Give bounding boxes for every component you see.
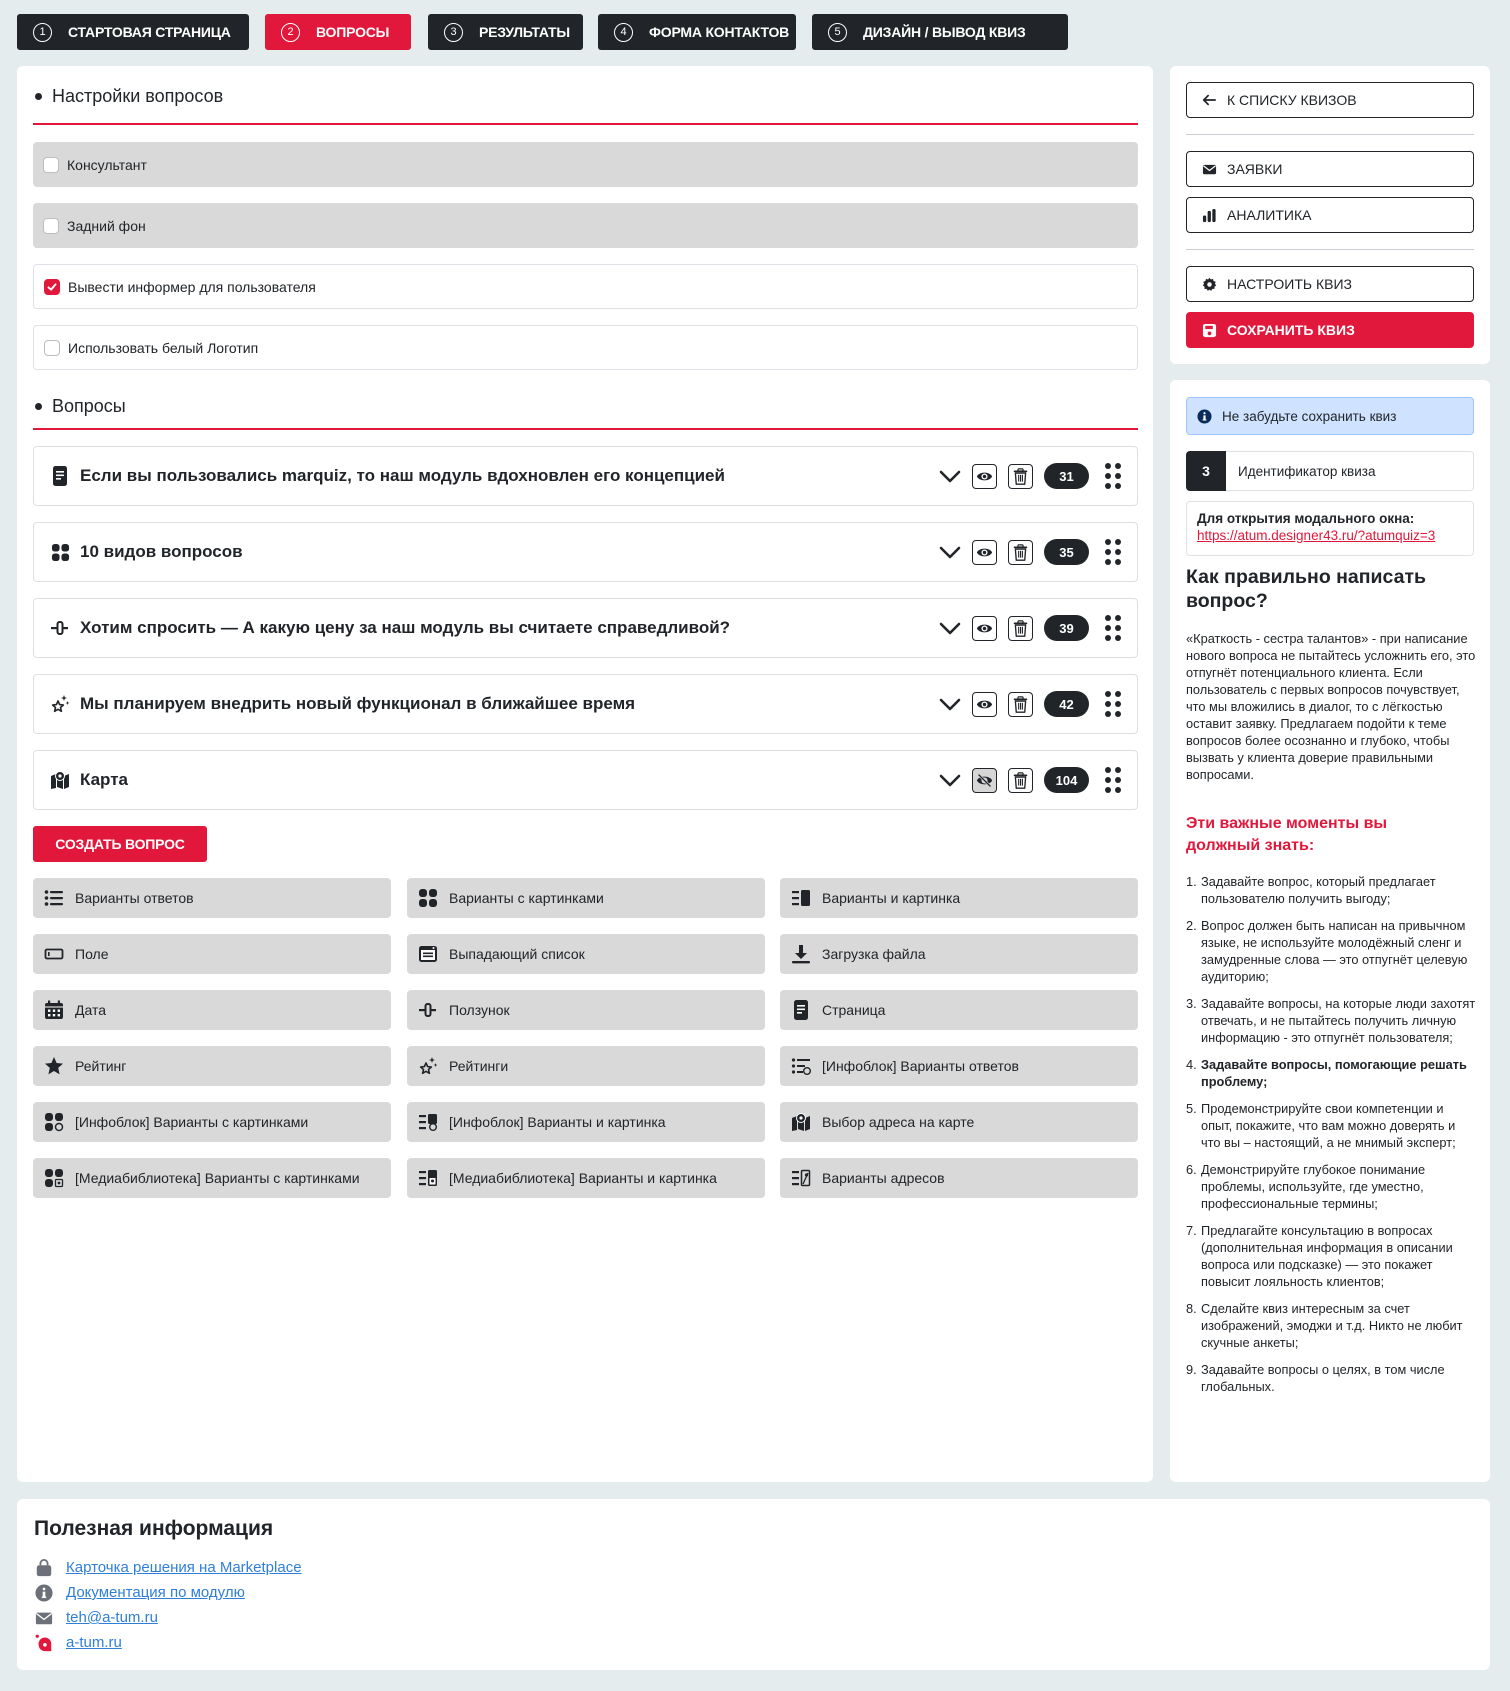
type-button-options-and-image[interactable]: [780, 878, 1138, 918]
shopping-bag-icon: [34, 1558, 54, 1578]
atum-logo-icon: [34, 1633, 54, 1653]
back-to-quiz-list-button[interactable]: [1186, 82, 1474, 118]
eye-icon: [976, 468, 993, 485]
type-label: Варианты и картинка: [822, 890, 961, 906]
trash-icon: [1012, 620, 1029, 637]
delete-button[interactable]: [1008, 464, 1033, 489]
page-icon: [50, 466, 70, 486]
question-title: Карта: [80, 770, 128, 789]
delete-button[interactable]: [1008, 616, 1033, 641]
map-icon: [50, 770, 70, 790]
useful-info-panel: [17, 1499, 1490, 1670]
drag-handle-icon[interactable]: [1103, 766, 1123, 794]
type-label: Варианты ответов: [75, 890, 194, 906]
requests-button[interactable]: [1186, 151, 1474, 187]
help-subtitle: Эти важные моменты вы должный знать:: [1186, 815, 1388, 854]
useful-info-title: Полезная информация: [34, 1517, 274, 1540]
tab-questions[interactable]: [265, 14, 411, 50]
question-row[interactable]: [33, 446, 1138, 506]
checkbox[interactable]: [44, 340, 60, 356]
tab-results[interactable]: [428, 14, 583, 50]
step-number: 2: [281, 23, 300, 42]
type-button-answer-options[interactable]: [33, 878, 391, 918]
marketplace-link[interactable]: Карточка решения на Marketplace: [66, 1559, 302, 1576]
tab-label: ВОПРОСЫ: [316, 24, 390, 40]
drag-handle-icon[interactable]: [1103, 538, 1123, 566]
tips-list: [1186, 873, 1478, 1405]
button-label: К СПИСКУ КВИЗОВ: [1227, 92, 1357, 108]
floppy-disk-icon: [1201, 322, 1217, 338]
chevron-down-icon[interactable]: [936, 538, 964, 566]
quiz-id-value: 3: [1186, 451, 1226, 491]
stars-icon: [417, 1055, 439, 1077]
type-button-page[interactable]: [780, 990, 1138, 1030]
settings-heading: [33, 84, 1138, 108]
info-circle-icon: [34, 1583, 54, 1603]
question-row[interactable]: [33, 750, 1138, 810]
analytics-button[interactable]: [1186, 197, 1474, 233]
type-button-map-address[interactable]: [780, 1102, 1138, 1142]
chevron-down-icon[interactable]: [936, 614, 964, 642]
tip-item: 8. Сделайте квиз интересным за счет изображений, эмоджи и т.д. Никто не любит скучные анкеты;: [1186, 1301, 1463, 1350]
map-icon: [790, 1111, 812, 1133]
questions-heading: [33, 394, 1138, 418]
type-label: Выбор адреса на карте: [822, 1114, 975, 1130]
type-button-image-options[interactable]: [407, 878, 765, 918]
list-image-icon: [790, 887, 812, 909]
checkbox-checked[interactable]: [44, 279, 60, 295]
type-label: Загрузка файла: [822, 946, 926, 962]
type-label: [Медиабиблиотека] Варианты и картинка: [449, 1170, 717, 1186]
type-button-field[interactable]: [33, 934, 391, 974]
bullet-icon: [35, 403, 42, 410]
type-label: Варианты с картинками: [449, 890, 604, 906]
type-label: Рейтинги: [449, 1058, 509, 1074]
tab-design-output[interactable]: [812, 14, 1068, 50]
questions-editor-panel: [17, 66, 1153, 1482]
type-label: [Инфоблок] Варианты с картинками: [75, 1114, 309, 1130]
option-white-logo[interactable]: [33, 325, 1138, 370]
tip-item: 3. Задавайте вопросы, на которые люди захотят отвечать, и не пытайтесь получить личную информацию - это отпугнёт пользователя;: [1186, 996, 1476, 1045]
question-id-badge: 104: [1044, 767, 1089, 793]
type-label: Рейтинг: [75, 1058, 127, 1074]
option-background[interactable]: [33, 203, 1138, 248]
slider-icon: [50, 618, 70, 638]
dropdown-icon: [417, 943, 439, 965]
type-button-rating[interactable]: [33, 1046, 391, 1086]
link-item: [34, 1630, 302, 1655]
option-show-informer[interactable]: [33, 264, 1138, 309]
step-number: 5: [828, 23, 847, 42]
divider: [1186, 134, 1474, 135]
envelope-icon: [1201, 161, 1217, 177]
type-button-media-image-options[interactable]: [33, 1158, 391, 1198]
configure-quiz-button[interactable]: [1186, 266, 1474, 302]
infoblock-list-image-icon: [417, 1111, 439, 1133]
media-grid-icon: [43, 1167, 65, 1189]
type-button-dropdown[interactable]: [407, 934, 765, 974]
drag-handle-icon[interactable]: [1103, 690, 1123, 718]
section-divider: [33, 123, 1138, 125]
chevron-down-icon[interactable]: [936, 766, 964, 794]
question-title: 10 видов вопросов: [80, 542, 243, 561]
type-button-infoblock-options[interactable]: [780, 1046, 1138, 1086]
infoblock-grid-icon: [43, 1111, 65, 1133]
question-id-badge: 31: [1044, 463, 1089, 489]
alert-text: Не забудьте сохранить квиз: [1222, 408, 1397, 424]
bullet-icon: [35, 93, 42, 100]
actions-panel: [1170, 66, 1490, 364]
trash-icon: [1012, 696, 1029, 713]
create-question-button[interactable]: СОЗДАТЬ ВОПРОС: [33, 826, 207, 862]
bar-chart-icon: [1201, 207, 1217, 223]
download-icon: [790, 943, 812, 965]
useful-links: [34, 1555, 302, 1655]
tab-label: РЕЗУЛЬТАТЫ: [479, 24, 570, 40]
help-text: «Краткость - сестра талантов» - при написание нового вопроса не пытайтесь усложнить его, это отпугнёт потенциального клиента. Если пользователь с первых вопросов почувствует, что мы вложились в диалог, то с лёгкостью оставит заявку. Предлагаем подойти к теме вопросов более осознанно и глубоко, чтобы вызвать у клиента доверие правильными вопросами.: [1186, 631, 1476, 782]
type-label: [Инфоблок] Варианты и картинка: [449, 1114, 666, 1130]
question-row[interactable]: [33, 522, 1138, 582]
tab-contact-form[interactable]: [598, 14, 796, 50]
option-label: Использовать белый Логотип: [68, 339, 259, 356]
step-number: 4: [614, 23, 633, 42]
tab-label: ДИЗАЙН / ВЫВОД КВИЗ: [863, 24, 1026, 40]
type-label: Выпадающий список: [449, 946, 585, 962]
type-button-date[interactable]: [33, 990, 391, 1030]
grid-icon: [417, 887, 439, 909]
link-item: [34, 1580, 302, 1605]
question-title: Хотим спросить — А какую цену за наш модуль вы считаете справедливой?: [80, 618, 731, 637]
chevron-down-icon[interactable]: [936, 462, 964, 490]
section-divider: [33, 428, 1138, 430]
modal-label: Для открытия модального окна:: [1197, 511, 1415, 526]
question-id-badge: 35: [1044, 539, 1089, 565]
tip-item: 9. Задавайте вопросы о целях, в том числе глобальных.: [1186, 1362, 1445, 1394]
question-title: Мы планируем внедрить новый функционал в ближайшее время: [80, 694, 636, 713]
tip-item: 2. Вопрос должен быть написан на привычном языке, не используйте молодёжный сленг и замудренные слова — это отпугнёт целевую аудиторию;: [1186, 918, 1468, 984]
button-label: АНАЛИТИКА: [1227, 207, 1312, 223]
question-id-badge: 39: [1044, 615, 1089, 641]
check-icon: [45, 280, 59, 294]
tab-label: СТАРТОВАЯ СТРАНИЦА: [68, 24, 231, 40]
type-button-infoblock-options-and-image[interactable]: [407, 1102, 765, 1142]
delete-button[interactable]: [1008, 692, 1033, 717]
question-row[interactable]: [33, 674, 1138, 734]
calendar-icon: [43, 999, 65, 1021]
type-label: Ползунок: [449, 1002, 510, 1018]
infoblock-list-icon: [790, 1055, 812, 1077]
type-button-slider[interactable]: [407, 990, 765, 1030]
step-number: 3: [444, 23, 463, 42]
divider: [1186, 249, 1474, 250]
option-label: Задний фон: [67, 217, 146, 234]
type-label: [Инфоблок] Варианты ответов: [822, 1058, 1019, 1074]
tab-start-page[interactable]: [17, 14, 249, 50]
documentation-link[interactable]: Документация по модулю: [66, 1584, 245, 1601]
tab-label: ФОРМА КОНТАКТОВ: [649, 24, 790, 40]
quiz-id-field: [1186, 451, 1474, 491]
quiz-id-label: Идентификатор квиза: [1238, 463, 1376, 479]
tip-item: 7. Предлагайте консультацию в вопросах (дополнительная информация в описании вопроса или подсказке) — это покажет повысит лояльность клиентов;: [1186, 1223, 1453, 1289]
type-label: Варианты адресов: [822, 1170, 945, 1186]
option-label: Консультант: [67, 156, 147, 173]
visibility-toggle-button[interactable]: [972, 616, 997, 641]
tip-item: 6. Демонстрируйте глубокое понимание проблемы, используйте, где уместно, профессиональные термины;: [1186, 1162, 1426, 1211]
eye-icon: [976, 696, 993, 713]
save-quiz-button[interactable]: [1186, 312, 1474, 348]
option-consultant[interactable]: [33, 142, 1138, 187]
info-circle-icon: [1197, 409, 1212, 424]
type-label: Страница: [822, 1002, 886, 1018]
visibility-toggle-button[interactable]: [972, 540, 997, 565]
settings-title: Настройки вопросов: [52, 85, 224, 106]
button-label: СОХРАНИТЬ КВИЗ: [1227, 322, 1355, 338]
option-label: Вывести информер для пользователя: [68, 278, 316, 295]
type-button-file-upload[interactable]: [780, 934, 1138, 974]
delete-button[interactable]: [1008, 768, 1033, 793]
drag-handle-icon[interactable]: [1103, 614, 1123, 642]
eye-icon: [976, 620, 993, 637]
eye-icon: [976, 544, 993, 561]
eye-slash-icon: [976, 772, 993, 789]
visibility-toggle-button[interactable]: [972, 768, 997, 793]
step-number: 1: [33, 23, 52, 42]
slider-icon: [417, 999, 439, 1021]
question-title: Если вы пользовались marquiz, то наш модуль вдохновлен его концепцией: [80, 466, 725, 485]
save-reminder-alert: [1186, 397, 1474, 435]
questions-title: Вопросы: [52, 395, 126, 416]
help-title: Как правильно написать вопрос?: [1186, 566, 1427, 612]
stars-icon: [50, 694, 70, 714]
checkbox[interactable]: [43, 157, 59, 173]
input-field-icon: [43, 943, 65, 965]
trash-icon: [1012, 772, 1029, 789]
type-button-ratings[interactable]: [407, 1046, 765, 1086]
delete-button[interactable]: [1008, 540, 1033, 565]
visibility-toggle-button[interactable]: [972, 464, 997, 489]
website-link[interactable]: a-tum.ru: [66, 1634, 122, 1651]
type-button-media-options-and-image[interactable]: [407, 1158, 765, 1198]
chevron-down-icon[interactable]: [936, 690, 964, 718]
grid-icon: [50, 542, 70, 562]
drag-handle-icon[interactable]: [1103, 462, 1123, 490]
link-item: [34, 1605, 302, 1630]
modal-link[interactable]: https://atum.designer43.ru/?atumquiz=3: [1197, 528, 1436, 543]
button-label: ЗАЯВКИ: [1227, 161, 1283, 177]
type-label: Поле: [75, 946, 109, 962]
star-icon: [43, 1055, 65, 1077]
question-row[interactable]: [33, 598, 1138, 658]
trash-icon: [1012, 544, 1029, 561]
arrow-left-icon: [1201, 92, 1217, 108]
checkbox[interactable]: [43, 218, 59, 234]
type-label: Дата: [75, 1002, 107, 1018]
modal-link-box: [1186, 501, 1474, 556]
help-panel: [1170, 380, 1490, 1482]
link-item: [34, 1555, 302, 1580]
media-list-image-icon: [417, 1167, 439, 1189]
type-button-infoblock-image-options[interactable]: [33, 1102, 391, 1142]
visibility-toggle-button[interactable]: [972, 692, 997, 717]
type-label: [Медиабиблиотека] Варианты с картинками: [75, 1170, 360, 1186]
tip-item: 5. Продемонстрируйте свои компетенции и опыт, покажите, что вам можно доверять и что вы – настоящий, а не мнимый эксперт;: [1186, 1101, 1456, 1150]
tip-item: 4. Задавайте вопросы, помогающие решать проблему;: [1186, 1057, 1467, 1089]
question-id-badge: 42: [1044, 691, 1089, 717]
gear-icon: [1201, 276, 1217, 292]
button-label: НАСТРОИТЬ КВИЗ: [1227, 276, 1352, 292]
tip-item: 1. Задавайте вопрос, который предлагает пользователю получить выгоду;: [1186, 874, 1436, 906]
envelope-icon: [34, 1608, 54, 1628]
trash-icon: [1012, 468, 1029, 485]
email-link[interactable]: teh@a-tum.ru: [66, 1609, 158, 1626]
list-icon: [43, 887, 65, 909]
type-button-address-options[interactable]: [780, 1158, 1138, 1198]
address-list-icon: [790, 1167, 812, 1189]
page-icon: [790, 999, 812, 1021]
